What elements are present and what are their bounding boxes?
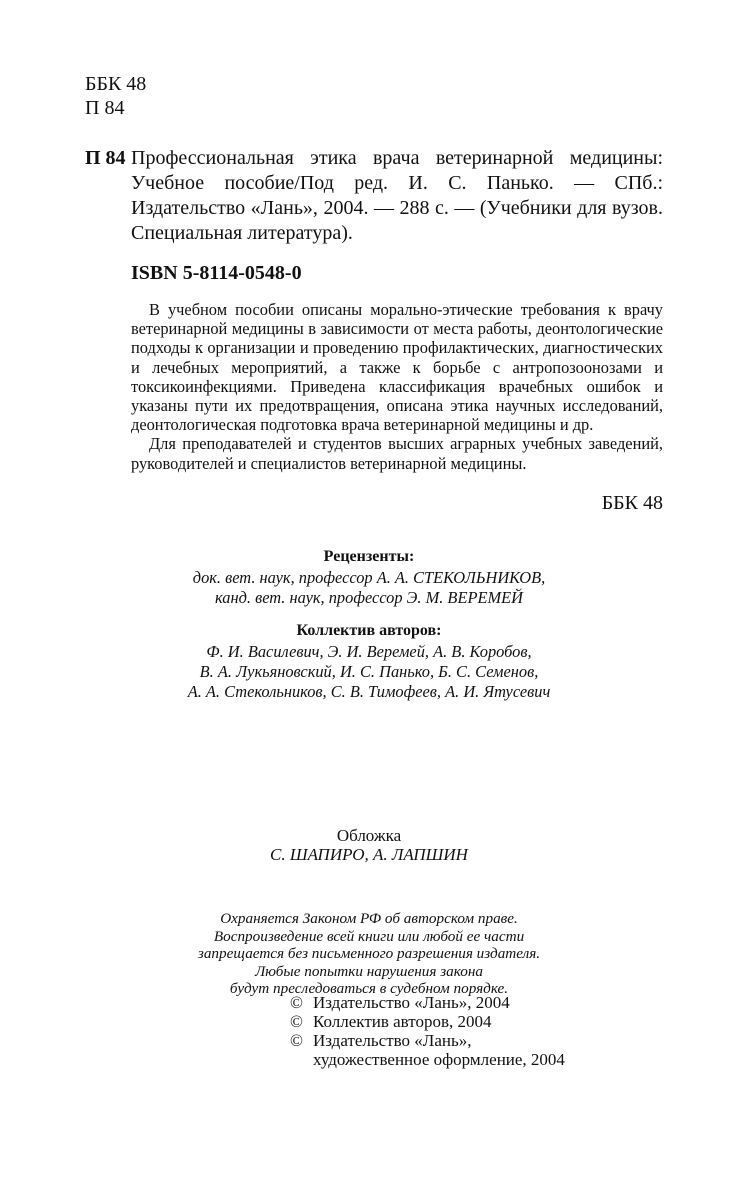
reviewer: канд. вет. наук, профессор Э. М. ВЕРЕМЕЙ <box>215 588 523 607</box>
reviewers-title: Рецензенты: <box>323 548 415 565</box>
bibliographic-description: Профессиональная этика врача ветеринарной медицины: Учебное пособие/Под ред. И. С. Панько. — СПб.: Издательство «Лань», 2004. — 288 с. — (Учебники для вузов. Специальная литература). <box>131 147 663 244</box>
copyright-owner-text: Коллектив авторов, 2004 <box>313 1012 492 1031</box>
copyright-owners <box>290 993 565 1069</box>
authors-title: Коллектив авторов: <box>296 622 442 639</box>
copyright-owner-text: художественное оформление, 2004 <box>313 1050 565 1069</box>
authors-line: А. А. Стекольников, С. В. Тимофеев, А. И. Ятусевич <box>187 682 551 701</box>
copyright-line: будут преследоваться в судебном порядке. <box>229 980 509 998</box>
copyright-line: Охраняется Законом РФ об авторском праве. <box>220 910 518 927</box>
copyright-icon: © <box>290 1031 303 1050</box>
annotation-paragraph: Для преподавателей и студентов высших аграрных учебных заведений, руководителей и специалистов ветеринарной медицины. <box>131 434 663 473</box>
cover-designers: С. ШАПИРО, А. ЛАПШИН <box>270 845 468 864</box>
bbk-code: ББК 48 <box>85 73 147 95</box>
annotation-paragraph: В учебном пособии описаны морально-этические требования к врачу ветеринарной медицины в зависимости от места работы, деонтологические подходы к организации и проведению профилактических, диагностических и лечебных мероприятий, а также к борьбе с антропозоонозами и токсикоинфекциями. Приведена классификация врачебных ошибок и указаны пути их предотвращения, описана этика научных исследований, деонтологическая подготовка врача ветеринарной медицины и др. <box>131 300 663 435</box>
authors-line: В. А. Лукьяновский, И. С. Панько, Б. С. Семенов, <box>199 662 539 681</box>
isbn: ISBN 5-8114-0548-0 <box>131 262 302 284</box>
copyright-owner <box>290 1012 565 1031</box>
annotation <box>131 300 663 473</box>
reviewers-list <box>0 568 738 608</box>
copyright-owner <box>290 1031 565 1050</box>
copyright-owner-text: Издательство «Лань», 2004 <box>313 993 510 1012</box>
bbk-index-block <box>85 72 146 120</box>
bbk-code-right: ББК 48 <box>601 492 663 514</box>
copyright-icon: © <box>290 993 303 1012</box>
authors-line: Ф. И. Василевич, Э. И. Веремей, А. В. Коробов, <box>206 642 532 661</box>
reviewer: док. вет. наук, профессор А. А. СТЕКОЛЬНИКОВ, <box>192 568 546 587</box>
copyright-line: запрещается без письменного разрешения издателя. <box>197 945 541 963</box>
catalog-entry-code: П 84 <box>85 147 126 169</box>
authors-list <box>0 642 738 702</box>
copyright-line: Воспроизведение всей книги или любой ее части <box>213 927 525 945</box>
copyright-owner-text: Издательство «Лань», <box>313 1031 472 1050</box>
author-mark: П 84 <box>85 97 125 119</box>
copyright-owner <box>290 993 565 1012</box>
copyright-notice <box>0 910 738 998</box>
copyright-icon: © <box>290 1012 303 1031</box>
copyright-spacer <box>290 1050 313 1069</box>
cover-label: Обложка <box>336 826 402 845</box>
copyright-line: Любые попытки нарушения закона <box>254 962 483 980</box>
copyright-owner <box>290 1050 565 1069</box>
